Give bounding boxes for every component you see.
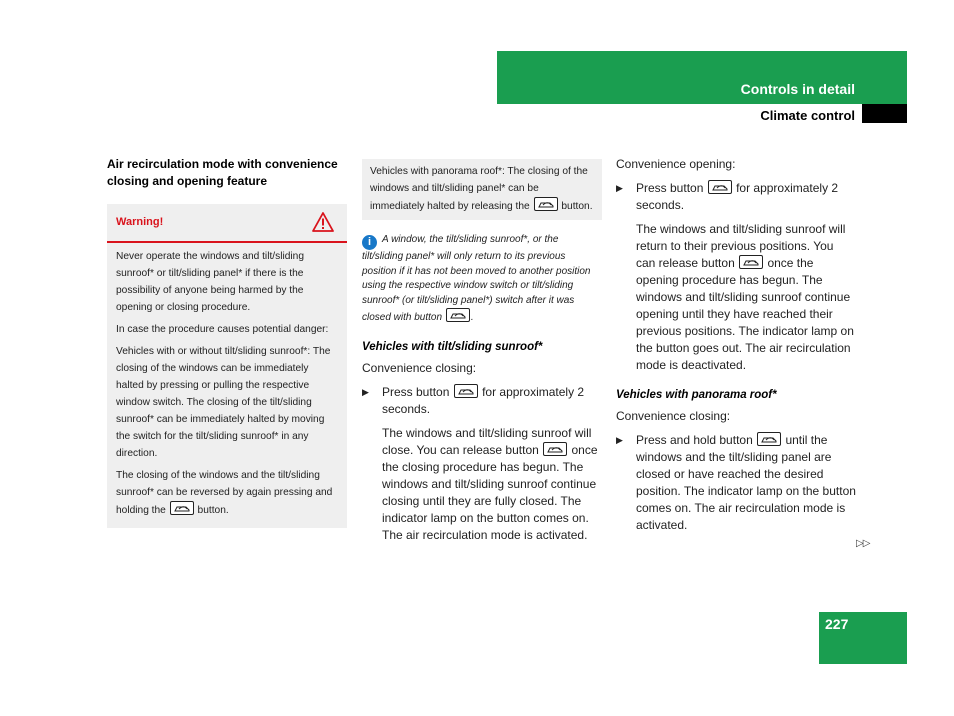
warning-text: button. (197, 505, 229, 516)
air-recirculation-button-icon (757, 432, 781, 446)
step-text: for approximately 2 seconds. (382, 384, 585, 416)
paragraph: Convenience closing: (362, 360, 477, 375)
step-item (616, 432, 856, 534)
step-item (362, 384, 602, 418)
info-icon: i (362, 235, 377, 250)
warning-header (107, 204, 347, 243)
air-recirculation-button-icon (739, 255, 763, 269)
column-3 (616, 156, 856, 541)
subsection-heading: Vehicles with tilt/sliding sunroof* (362, 340, 543, 353)
section-heading: Air recirculation mode with convenience closing and opening feature (107, 157, 338, 188)
section-title: Controls in detail (740, 81, 855, 97)
step-item (616, 180, 856, 214)
note-paragraph (370, 163, 594, 215)
air-recirculation-button-icon (454, 384, 478, 398)
info-note (362, 233, 602, 326)
warning-body (107, 243, 347, 519)
step-text: for approximately 2 seconds. (636, 181, 839, 212)
continued-arrows-icon: ▷▷ (856, 538, 870, 549)
air-recirculation-button-icon (534, 197, 558, 211)
step-text: Press button (636, 181, 704, 195)
paragraph: Convenience opening: (616, 157, 736, 171)
step-text: Press and hold button (636, 433, 753, 447)
warning-paragraph: Never operate the windows and tilt/sliding sunroof* or tilt/sliding panel* if there is the possibility of anyone being harmed by the opening or closing procedure. (116, 251, 305, 313)
column-2 (362, 159, 602, 551)
detail-text: once the closing procedure has begun. The windows and tilt/sliding sunroof continue closing until they are fully closed. The indicator lamp on the button comes on. The air recirculation mode is activated. (382, 442, 598, 542)
note-text: Vehicles with panorama roof*: The closing of the windows and tilt/sliding panel* can be immediately halted by releasing the (370, 166, 588, 212)
warning-triangle-icon (312, 212, 334, 232)
info-text: . (470, 312, 474, 323)
info-text: A window, the tilt/sliding sunroof*, or the tilt/sliding panel* will only return to its previous position if it has not been moved to another position using the respective window switch or tilt/sliding sunroof* (or tilt/sliding panel*) switch after it was closed with button (362, 234, 591, 323)
step-detail (362, 425, 602, 544)
subsection-marker (862, 104, 907, 123)
subsection-title: Climate control (760, 108, 855, 123)
column-1 (107, 156, 347, 528)
triangle-bullet-icon: ▶ (616, 183, 623, 193)
paragraph: Convenience closing: (616, 409, 731, 423)
triangle-bullet-icon: ▶ (616, 435, 623, 445)
panorama-note-box (362, 159, 602, 220)
detail-text: The windows and tilt/sliding sunroof will close. You can release button (382, 425, 592, 457)
header-band (497, 51, 907, 104)
triangle-bullet-icon: ▶ (362, 386, 369, 397)
warning-box (107, 204, 347, 528)
step-detail (616, 221, 856, 374)
detail-text: The windows and tilt/sliding sunroof will return to their previous positions. You can release button (636, 222, 846, 270)
step-text: until the windows and the tilt/sliding panel are closed or have reached the desired position. The indicator lamp on the button comes on. The air recirculation mode is activated. (636, 433, 856, 532)
warning-paragraph: Vehicles with or without tilt/sliding sunroof*: The closing of the windows can be immediately halted by pressing or pulling the respective window switch. The closing of the tilt/sliding sunroof* can be immediately halted by moving the switch for the tilt/sliding sunroof* in any direction. (116, 346, 331, 459)
subsection-heading: Vehicles with panorama roof* (616, 389, 777, 401)
air-recirculation-button-icon (543, 442, 567, 456)
page-number-box (819, 612, 907, 664)
detail-text: once the opening procedure has begun. The windows and tilt/sliding sunroof continue opening until they have reached their previous positions. The indicator lamp on the button goes out. The air recirculation mode is deactivated. (636, 256, 854, 372)
page-number: 227 (825, 616, 849, 632)
warning-paragraph: In case the procedure causes potential danger: (116, 324, 329, 335)
air-recirculation-button-icon (446, 308, 470, 322)
warning-label: Warning! (116, 216, 164, 228)
warning-text: The closing of the windows and the tilt/sliding sunroof* can be reversed by again pressing and holding the (116, 470, 333, 516)
warning-paragraph (116, 467, 339, 519)
note-text: button. (561, 201, 593, 212)
air-recirculation-button-icon (708, 180, 732, 194)
step-text: Press button (382, 384, 450, 399)
air-recirculation-button-icon (170, 501, 194, 515)
